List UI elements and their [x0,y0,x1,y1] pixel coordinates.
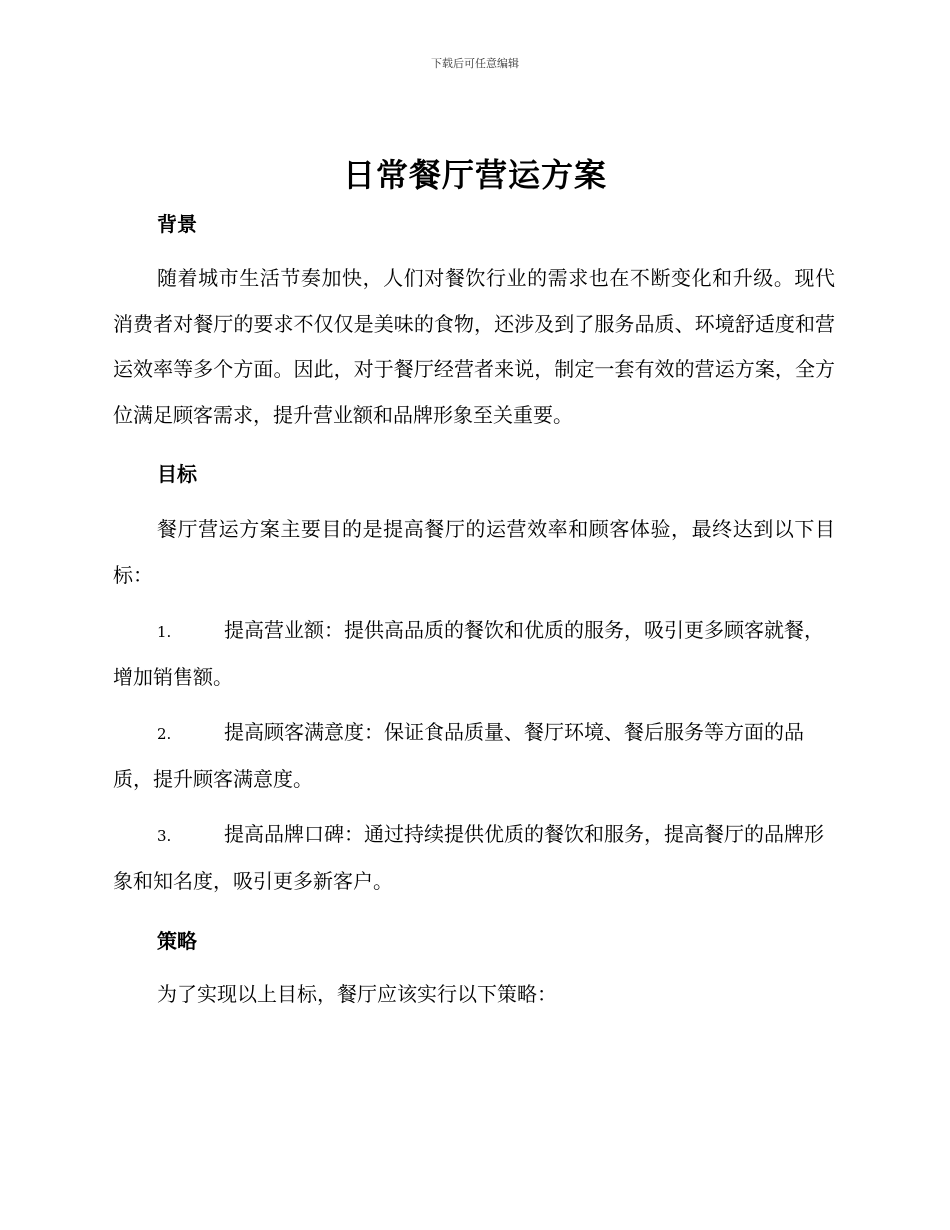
heading-strategy: 策略 [157,929,197,953]
list-item [113,710,835,802]
list-item-number: 3. [157,827,172,845]
paragraph-strategy-intro: 为了实现以上目标，餐厅应该实行以下策略： [157,982,557,1006]
paragraph-goals-intro: 餐厅营运方案主要目的是提高餐厅的运营效率和顾客体验，最终达到以下目标： [113,517,835,587]
list-item-text: 提高品牌口碑：通过持续提供优质的餐饮和服务，提高餐厅的品牌形象和知名度，吸引更多新客户。 [113,822,824,893]
list-item [113,608,835,700]
header-note: 下载后可任意编辑 [431,57,519,70]
document-title: 日常餐厅营运方案 [342,156,607,194]
heading-background: 背景 [157,212,197,236]
list-item-number: 1. [157,623,172,641]
heading-goals: 目标 [157,462,197,486]
list-item-text: 提高营业额：提供高品质的餐饮和优质的服务，吸引更多顾客就餐，增加销售额。 [113,618,824,689]
list-item-number: 2. [157,725,172,743]
list-item [113,812,835,904]
list-item-text: 提高顾客满意度：保证食品质量、餐厅环境、餐后服务等方面的品质，提升顾客满意度。 [113,720,804,791]
paragraph-background: 随着城市生活节奏加快，人们对餐饮行业的需求也在不断变化和升级。现代消费者对餐厅的要求不仅仅是美味的食物，还涉及到了服务品质、环境舒适度和营运效率等多个方面。因此，对于餐厅经营者来说，制定一套有效的营运方案，全方位满足顾客需求，提升营业额和品牌形象至关重要。 [113,266,835,427]
